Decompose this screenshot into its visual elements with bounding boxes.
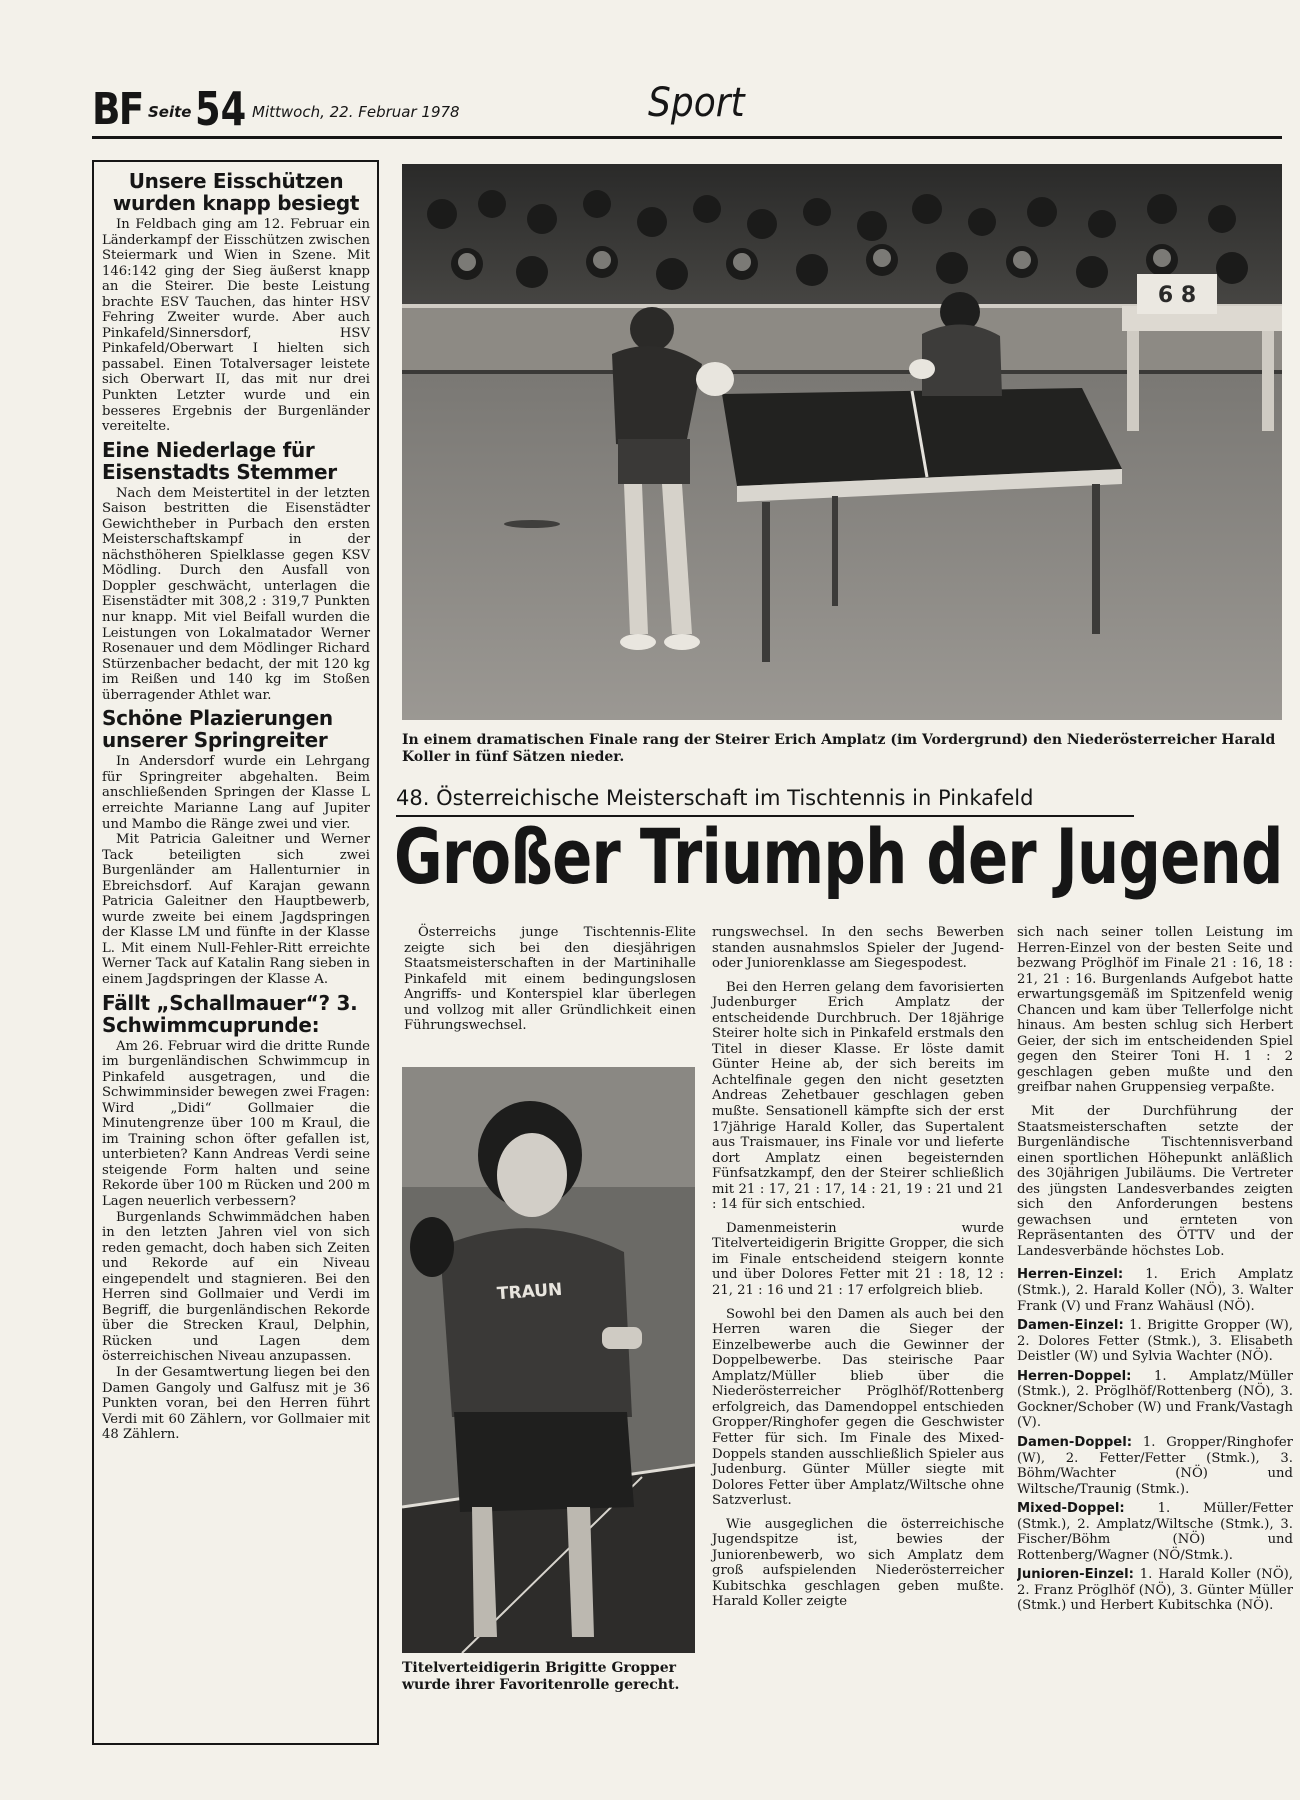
article-column-1	[404, 925, 696, 1034]
result-text: 1. Müller/Fetter (Stmk.), 2. Amplatz/Wiltsche (Stmk.), 3. Fischer/Böhm (NÖ) und Rottenberg/Wagner (NÖ/Stmk.).	[1017, 1501, 1293, 1563]
header-rule	[92, 136, 1282, 139]
result-label: Damen-Einzel:	[1017, 1318, 1124, 1334]
section-title: Sport	[648, 80, 745, 126]
story4-headline: Fällt „Schallmauer“? 3. Schwimmcuprunde:	[102, 990, 358, 1037]
photo-table-tennis-final	[402, 164, 1282, 720]
result-text: 1. Amplatz/Müller (Stmk.), 2. Pröglhöf/Rottenberg (NÖ), 3. Gockner/Schober (W) und Frank/Vastagh (V).	[1017, 1368, 1293, 1431]
article-paragraph: Mit der Durchführung der Staatsmeisterschaften setzte der Burgenländische Tischtennisverband einen sportlichen Höhepunkt anläßlich des 30jährigen Jubiläums. Die Vertreter des jüngsten Landesverbandes zeigten sich den Anforderungen bestens gewachsen und ernteten von Repräsentanten des ÖTTV und der Landesverbände höchstes Lob.	[1017, 1104, 1293, 1259]
article-column-2	[712, 925, 1004, 1610]
story3-paragraph: In Andersdorf wurde ein Lehrgang für Springreiter abgehalten. Beim anschließenden Springen der Klasse L erreichte Marianne Lang auf Jupiter und Mambo die Ränge zwei und vier.	[102, 754, 370, 832]
story4-paragraph: In der Gesamtwertung liegen bei den Damen Gangoly und Galfusz mit je 36 Punkten voran, bei den Herren führt Verdi mit 60 Zählern, vor Gollmaier mit 48 Zählern.	[102, 1365, 370, 1443]
story4-paragraph: Am 26. Februar wird die dritte Runde im burgenländischen Schwimmcup in Pinkafeld ausgetragen, und die Schwimminsider bewegen zwei Fragen: Wird „Didi“ Gollmaier die Minutengrenze über 100 m Kraul, die im Training schon öfter gefallen ist, unterbieten? Kann Andreas Verdi seine steigende Form halten und seine Rekorde über 100 m Rücken und 200 m Lagen neuerlich verbessern?	[102, 1038, 370, 1209]
result-text: 1. Brigitte Gropper (W), 2. Dolores Fetter (Stmk.), 3. Elisabeth Deistler (W) und Sylvia Wachter (NÖ).	[1017, 1318, 1293, 1365]
left-column	[102, 170, 370, 1443]
story3-paragraph: Mit Patricia Galeitner und Werner Tack beteiligten sich zwei Burgenländer am Hallenturnier in Ebreichsdorf. Auf Karajan gewann Patricia Galeitner den Hauptbewerb, wurde zweite bei einem Jagdspringen der Klasse LM und fünfte in der Klasse L. Mit einem Null-Fehler-Ritt erreichte Werner Tack auf Katalin Rang sieben in einem Jagdspringen der Klasse A.	[102, 832, 370, 987]
result-text: 1. Erich Amplatz (Stmk.), 2. Harald Koller (NÖ), 3. Walter Frank (V) und Franz Wahäusl (NÖ).	[1017, 1267, 1293, 1314]
shirt-text: TRAUN	[496, 1279, 563, 1305]
result-text: 1. Gropper/Ringhofer (W), 2. Fetter/Fetter (Stmk.), 3. Böhm/Wachter (NÖ) und Wiltsche/Traunig (Stmk.).	[1017, 1434, 1293, 1497]
story2-headline: Eine Niederlage für Eisenstadts Stemmer	[102, 437, 337, 484]
story-kicker: 48. Österreichische Meisterschaft im Tischtennis in Pinkafeld	[396, 786, 1034, 810]
story1-headline: Unsere Eisschützen wurden knapp besiegt	[112, 169, 360, 215]
photo-top-caption: In einem dramatischen Finale rang der Steirer Erich Amplatz (im Vordergrund) den Niederösterreicher Harald Koller in fünf Sätzen nieder.	[402, 732, 1276, 765]
scoreboard: 6 8	[1157, 283, 1197, 308]
photo-brigitte-gropper	[402, 1067, 695, 1653]
article-paragraph: rungswechsel. In den sechs Bewerben standen ausnahmslos Spieler der Jugend- oder Juniorenklasse am Siegespodest.	[712, 925, 1004, 972]
article-paragraph: Damenmeisterin wurde Titelverteidigerin Brigitte Gropper, die sich im Finale entscheidend steigern konnte und über Dolores Fetter mit 21 : 18, 12 : 21, 21 : 16 und 21 : 17 erfolgreich blieb.	[712, 1220, 1004, 1299]
article-intro: Österreichs junge Tischtennis-Elite zeigte sich bei den diesjährigen Staatsmeisterschaften in der Martinihalle Pinkafeld mit einem bedingungslosen Angriffs- und Konterspiel klar überlegen und vollzog mit aller Gründlichkeit einen Führungswechsel.	[404, 925, 696, 1034]
story3-headline: Schöne Plazierungen unserer Springreiter	[102, 706, 333, 753]
issue-date: Mittwoch, 22. Februar 1978	[252, 103, 460, 121]
story1-body: In Feldbach ging am 12. Februar ein Länderkampf der Eisschützen zwischen Steiermark und Wien in Szene. Mit 146:142 ging der Sieg äußerst knapp an die Steirer. Die beste Leistung brachte ESV Tauchen, das hinter HSV Fehring Zweiter wurde. Aber auch Pinkafeld/Sinnersdorf, HSV Pinkafeld/Oberwart I hielten sich passabel. Einen Totalversager leistete sich Oberwart II, das mit nur drei Punkten Letzter wurde und ein besseres Ergebnis der Burgenländer vereitelte.	[102, 217, 370, 435]
result-label: Herren-Doppel:	[1017, 1368, 1132, 1384]
story2-body: Nach dem Meistertitel in der letzten Saison bestritten die Eisenstädter Gewichtheber in Purbach den ersten Meisterschaftskampf in der nächsthöheren Spielklasse gegen KSV Mödling. Durch den Ausfall von Doppler geschwächt, unterlagen die Eisenstädter mit 308,2 : 319,7 Punkten nur knapp. Mit viel Beifall wurden die Leistungen von Lokalmatador Werner Rosenauer und dem Mödlinger Richard Stürzenbacher bedacht, der mit 120 kg im Reißen und 140 kg im Stoßen überragender Athlet war.	[102, 485, 370, 703]
result-label: Herren-Einzel:	[1017, 1267, 1124, 1283]
result-text: 1. Harald Koller (NÖ), 2. Franz Pröglhöf (NÖ), 3. Günter Müller (Stmk.) und Herbert Kubitschka (NÖ).	[1017, 1567, 1293, 1614]
result-label: Junioren-Einzel:	[1017, 1567, 1134, 1583]
results-list	[1017, 1267, 1293, 1613]
photo-bottom-caption: Titelverteidigerin Brigitte Gropper wurde ihrer Favoritenrolle gerecht.	[402, 1660, 680, 1693]
page-number: 54	[195, 82, 247, 136]
article-column-3	[1017, 925, 1293, 1735]
result-label: Mixed-Doppel:	[1017, 1501, 1125, 1517]
main-headline: Großer Triumph der Jugend	[394, 812, 1283, 901]
article-paragraph: Sowohl bei den Damen als auch bei den Herren waren die Sieger der Einzelbewerbe auch die Gewinner der Doppelbewerbe. Das steirische Paar Amplatz/Müller blieb über die Niederösterreicher Pröglhöf/Rottenberg erfolgreich, das Damendoppel entschieden Gropper/Ringhofer gegen die Geschwister Fetter für sich. Im Finale des Mixed-Doppels standen ausschließlich Spieler aus Judenburg. Günter Müller siegte mit Dolores Fetter über Amplatz/Wiltsche ohne Satzverlust.	[712, 1306, 1004, 1509]
story4-paragraph: Burgenlands Schwimmädchen haben in den letzten Jahren viel von sich reden gemacht, doch haben sich Zeiten und Rekorde auf ein Niveau eingependelt und stagnieren. Bei den Herren sind Gollmaier und Verdi im Begriff, die burgenländischen Rekorde über die Strecken Kraul, Delphin, Rücken und Lagen dem österreichischen Niveau anzupassen.	[102, 1209, 370, 1365]
result-label: Damen-Doppel:	[1017, 1434, 1133, 1450]
newspaper-logo: BF	[92, 84, 143, 135]
page-word: Seite	[148, 103, 192, 121]
article-paragraph: Wie ausgeglichen die österreichische Jugendspitze ist, bewies der Juniorenbewerb, wo sich Amplatz dem groß aufspielenden Niederösterreicher Kubitschka geschlagen geben mußte. Harald Koller zeigte	[712, 1516, 1004, 1610]
article-paragraph: Bei den Herren gelang dem favorisierten Judenburger Erich Amplatz der entscheidende Durchbruch. Der 18jährige Steirer holte sich in Pinkafeld erstmals den Titel in dieser Klasse. Er löste damit Günter Heine ab, der sich bereits im Achtelfinale gegen den nicht gesetzten Andreas Zehetbauer geschlagen geben mußte. Sensationell kämpfte sich der erst 17jährige Harald Koller, das Supertalent aus Traismauer, ins Finale vor und lieferte dort Amplatz einen begeisternden Fünfsatzkampf, den der Steirer schließlich mit 21 : 17, 21 : 17, 14 : 21, 19 : 21 und 21 : 14 für sich entschied.	[712, 979, 1004, 1213]
article-paragraph: sich nach seiner tollen Leistung im Herren-Einzel von der besten Seite und bezwang Pröglhöf im Finale 21 : 16, 18 : 21, 21 : 16. Burgenlands Aufgebot hatte erwartungsgemäß im Spitzenfeld wenig Chancen und kam über Tellerfolge nicht hinaus. Am besten schlug sich Herbert Geier, der sich im entscheidenden Spiel gegen den Steirer Toni H. 1 : 2 geschlagen geben mußte und den greifbar nahen Gruppensieg verpaßte.	[1017, 925, 1293, 1096]
